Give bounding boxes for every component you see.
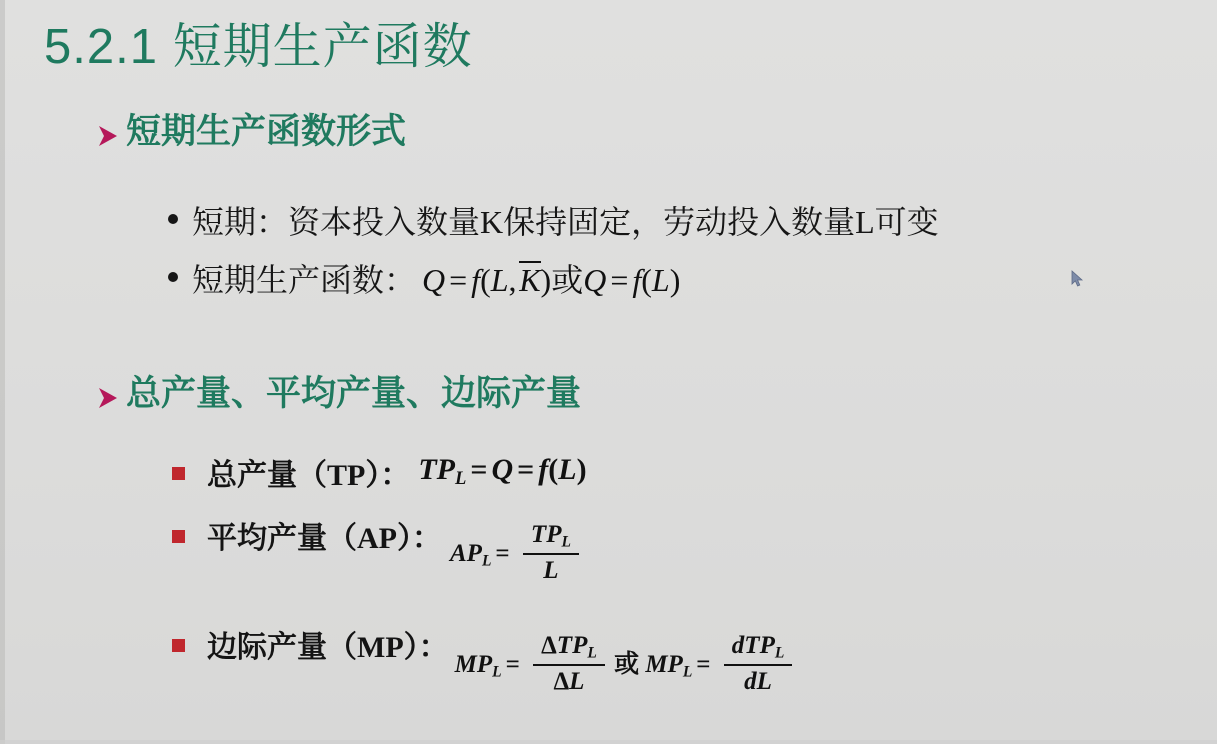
list-item-short-run-function (168, 255, 680, 301)
arrow-bullet-icon (96, 380, 120, 406)
list-item-average-product (172, 513, 582, 585)
dot-bullet-icon (168, 272, 178, 282)
list-item-label: 边际产量（MP）： (207, 631, 449, 664)
formula-short-run-function: Q = f(L, K)或Q = f(L) (422, 262, 681, 298)
mouse-pointer-icon (1071, 270, 1084, 287)
square-bullet-icon (172, 467, 185, 480)
section-heading-label: 短期生产函数形式 (126, 112, 407, 151)
square-bullet-icon (172, 639, 185, 652)
list-item-short-run-definition (168, 197, 939, 243)
formula-marginal-product: $MP_L$ = $\frac{\Delta TP_L}{\Delta L}$ 或 $MP_L$ = $\frac{dTP_L}{dL}$ (455, 634, 796, 699)
dot-bullet-icon (168, 214, 178, 224)
list-item-total-product (172, 450, 587, 494)
list-item-marginal-product (172, 622, 795, 696)
section-heading-label: 总产量、平均产量、边际产量 (126, 374, 582, 413)
arrow-bullet-icon (96, 118, 120, 144)
section-heading-products (96, 366, 581, 416)
list-item-label: 短期：资本投入数量K保持固定，劳动投入数量L可变 (192, 204, 939, 240)
slide-left-edge (0, 0, 5, 744)
square-bullet-icon (172, 530, 185, 543)
section-heading-short-run-form (96, 104, 406, 154)
list-item-label: 平均产量（AP）： (207, 522, 442, 555)
slide-bottom-edge (0, 740, 1217, 744)
formula-total-product: $TP_L = Q = f(L)$ (418, 453, 587, 490)
page-title: 5.2.1 短期生产函数 (44, 20, 473, 74)
list-item-label: 总产量（TP）： (207, 459, 411, 492)
list-item-label: 短期生产函数： (192, 262, 417, 298)
formula-average-product: $AP_L$ = $\frac{TP_L}{L}$ (450, 523, 582, 588)
